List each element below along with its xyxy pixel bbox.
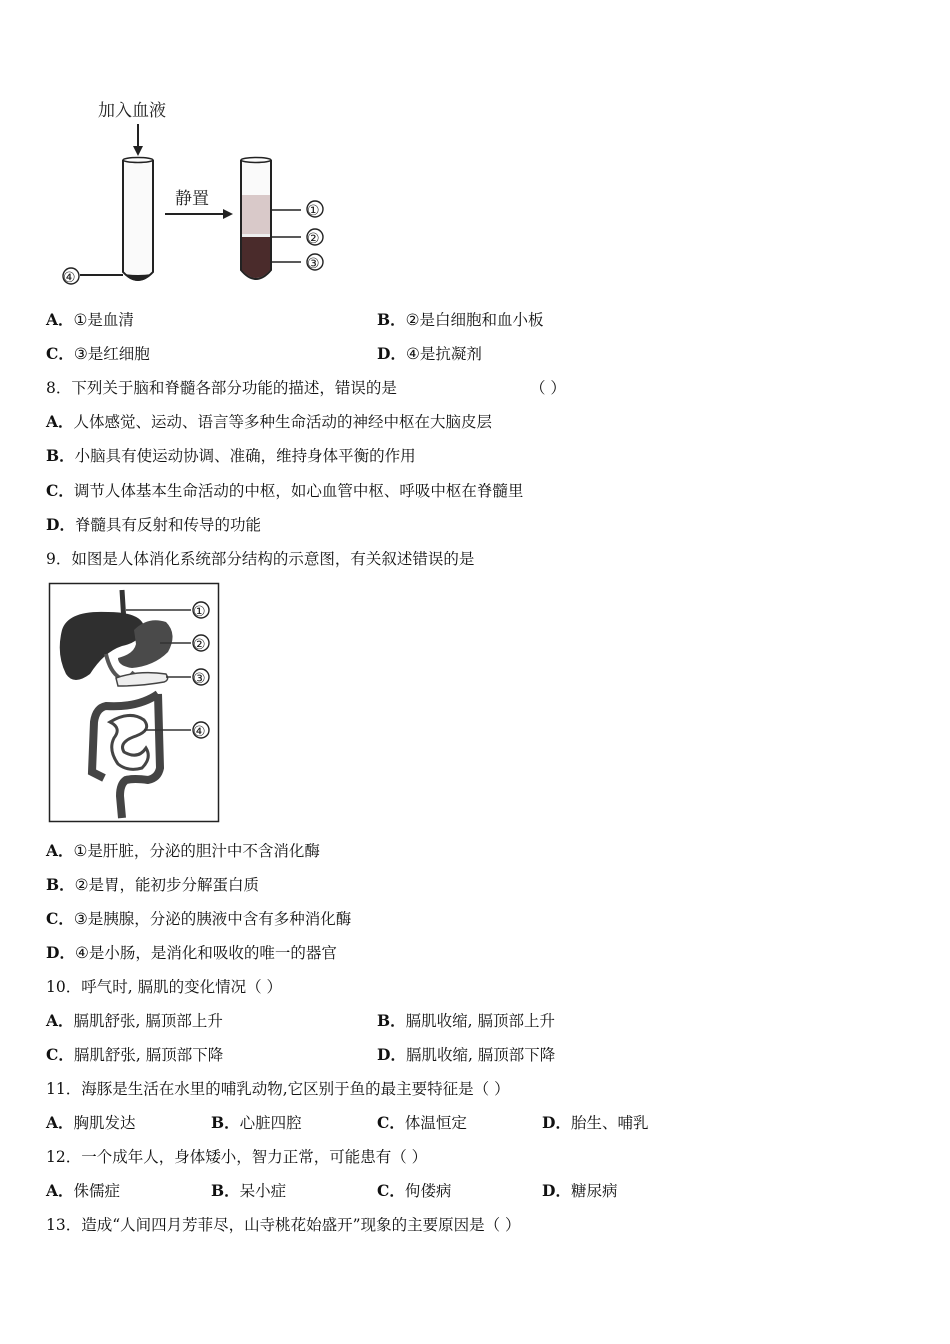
svg-text:②: ② [193, 637, 206, 653]
marker-1 [307, 201, 323, 219]
q12-option-d[interactable]: D．糖尿病 [542, 1181, 618, 1200]
q11-option-a[interactable]: A．胸肌发达 [46, 1113, 136, 1132]
q8-stem: 8．下列关于脑和脊髓各部分功能的描述，错误的是 [46, 379, 397, 397]
q11-option-b[interactable]: B．心脏四腔 [211, 1113, 302, 1132]
svg-text:③: ③ [307, 256, 320, 272]
q12-stem: 12．一个成年人，身体矮小，智力正常，可能患有（ ） [46, 1148, 428, 1166]
q10-option-b[interactable]: B．膈肌收缩, 膈顶部上升 [377, 1011, 555, 1030]
svg-text:④: ④ [63, 270, 76, 286]
blood-tube-figure [55, 92, 345, 292]
svg-text:①: ① [193, 604, 206, 620]
q9-option-c[interactable]: C．③是胰腺，分泌的胰液中含有多种消化酶 [46, 909, 352, 928]
q7-option-d[interactable]: D．④是抗凝剂 [377, 344, 482, 363]
svg-text:④: ④ [193, 724, 206, 740]
q7-option-a[interactable]: A．①是血清 [46, 310, 134, 329]
svg-text:①: ① [307, 203, 320, 219]
q8-option-c[interactable]: C．调节人体基本生命活动的中枢，如心血管中枢、呼吸中枢在脊髓里 [46, 481, 524, 500]
q7-option-b[interactable]: B．②是白细胞和血小板 [377, 310, 544, 329]
q9-option-b[interactable]: B．②是胃，能初步分解蛋白质 [46, 875, 260, 894]
q7-option-c[interactable]: C．③是红细胞 [46, 344, 150, 363]
q9-option-a[interactable]: A．①是肝脏，分泌的胆汁中不含消化酶 [46, 841, 320, 860]
q11-option-c[interactable]: C．体温恒定 [377, 1113, 467, 1132]
q10-option-c[interactable]: C．膈肌舒张, 膈顶部下降 [46, 1045, 224, 1064]
figure-top-label: 加入血液 [98, 101, 166, 121]
q10-stem: 10．呼气时, 膈肌的变化情况（ ） [46, 978, 283, 996]
q11-option-d[interactable]: D．胎生、哺乳 [542, 1113, 649, 1132]
q12-option-a[interactable]: A．侏儒症 [46, 1181, 121, 1200]
q12-option-b[interactable]: B．呆小症 [211, 1181, 287, 1200]
q10-option-a[interactable]: A．膈肌舒张, 膈顶部上升 [46, 1011, 223, 1030]
q10-option-d[interactable]: D．膈肌收缩, 膈顶部下降 [377, 1045, 556, 1064]
q8-blank: （ ） [530, 379, 566, 397]
marker-4-left [63, 268, 79, 286]
q8-option-b[interactable]: B．小脑具有使运动协调、准确，维持身体平衡的作用 [46, 446, 416, 465]
svg-text:②: ② [307, 231, 320, 247]
q9-option-d[interactable]: D．④是小肠，是消化和吸收的唯一的器官 [46, 943, 337, 962]
q8-option-d[interactable]: D．脊髓具有反射和传导的功能 [46, 515, 261, 534]
svg-text:③: ③ [193, 671, 206, 687]
q9-stem: 9．如图是人体消化系统部分结构的示意图，有关叙述错误的是 [46, 550, 475, 568]
q13-stem: 13．造成“人间四月芳菲尽，山寺桃花始盛开”现象的主要原因是（ ） [46, 1216, 521, 1234]
q11-stem: 11．海豚是生活在水里的哺乳动物,它区别于鱼的最主要特征是（ ） [46, 1080, 510, 1098]
digestive-system-figure [48, 582, 223, 824]
figure-arrow-label: 静置 [175, 189, 209, 209]
marker-2 [307, 229, 323, 247]
marker-3 [307, 254, 323, 272]
q12-option-c[interactable]: C．佝偻病 [377, 1181, 452, 1200]
q8-option-a[interactable]: A．人体感觉、运动、语言等多种生命活动的神经中枢在大脑皮层 [46, 412, 493, 431]
